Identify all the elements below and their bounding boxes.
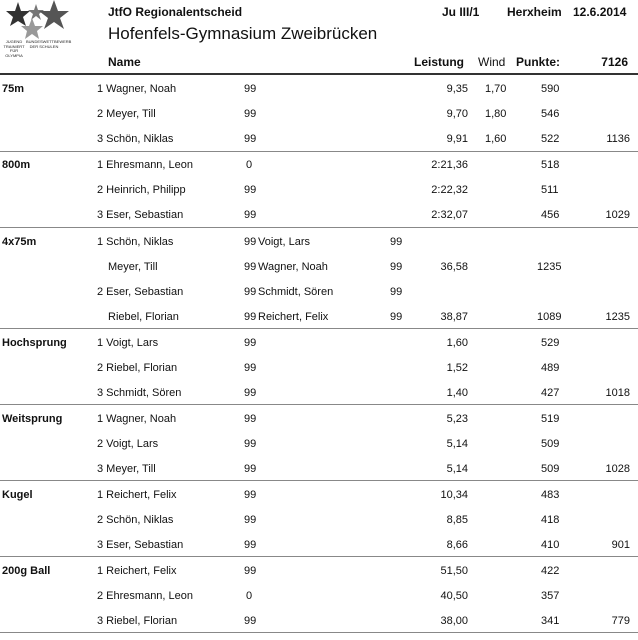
birth-year: 99 [244,438,257,450]
performance: 8,85 [446,514,468,526]
performance: 1,60 [446,337,468,349]
athlete-name: 3 Riebel, Florian [97,615,178,627]
event-label: Kugel [2,489,33,501]
points: 483 [541,489,560,501]
athlete-name: 1 Voigt, Lars [97,337,159,349]
venue: Herxheim [507,5,562,19]
points: 509 [541,438,560,450]
performance: 38,00 [440,615,468,627]
wind-value: 1,80 [485,108,507,120]
event-label: Weitsprung [2,413,63,425]
performance: 1,52 [446,362,468,374]
points: 489 [541,362,560,374]
event-total: 1029 [605,209,630,221]
partner-birth-year: 99 [390,311,403,323]
event-label: 800m [2,159,31,171]
birth-year: 99 [244,209,257,221]
event-separator [0,632,638,633]
relay-partner: Wagner, Noah [258,261,328,273]
birth-year: 99 [244,311,257,323]
points: 422 [541,565,560,577]
relay-partner: Schmidt, Sören [258,286,334,298]
logo-text-left: JUGEND TRAINIERT FÜR OLYMPIA [3,39,25,58]
column-header-punkte: Punkte: [516,55,561,69]
event-separator [0,404,638,405]
school-name: Hofenfels-Gymnasium Zweibrücken [108,24,378,43]
athlete-name: Meyer, Till [108,261,158,273]
performance: 38,87 [440,311,468,323]
performance: 5,14 [446,463,468,475]
points: 456 [541,209,560,221]
performance: 1,40 [446,387,468,399]
performance: 10,34 [440,489,468,501]
birth-year: 99 [244,413,257,425]
event-title: JtfO Regionalentscheid [108,5,243,19]
points: 357 [541,590,560,602]
athlete-name: 1 Wagner, Noah [97,413,177,425]
birth-year: 0 [246,590,253,602]
points: 522 [541,133,560,145]
athlete-name: 3 Schmidt, Sören [97,387,182,399]
performance: 51,50 [440,565,468,577]
birth-year: 99 [244,514,257,526]
performance: 5,14 [446,438,468,450]
birth-year: 99 [244,261,257,273]
partner-birth-year: 99 [390,236,403,248]
points: 1089 [537,311,562,323]
birth-year: 99 [244,463,257,475]
event-total: 1018 [605,387,630,399]
column-header-leistung: Leistung [414,55,464,69]
performance: 8,66 [446,539,468,551]
birth-year: 99 [244,83,257,95]
event-total: 1028 [605,463,630,475]
partner-birth-year: 99 [390,286,403,298]
column-header-wind: Wind [478,55,506,69]
athlete-name: 3 Schön, Niklas [97,133,174,145]
athlete-name: 2 Meyer, Till [97,108,156,120]
event-separator [0,480,638,481]
event-label: 4x75m [2,236,37,248]
points: 427 [541,387,560,399]
event-date: 12.6.2014 [573,5,627,19]
points: 529 [541,337,560,349]
athlete-name: 1 Ehresmann, Leon [97,159,194,171]
points: 509 [541,463,560,475]
athlete-name: 2 Heinrich, Philipp [97,184,186,196]
athlete-name: 1 Reichert, Felix [97,565,177,577]
birth-year: 99 [244,108,257,120]
event-total: 1235 [605,311,630,323]
athlete-name: 2 Riebel, Florian [97,362,178,374]
jtfo-logo [0,0,78,64]
points: 341 [541,615,560,627]
points: 410 [541,539,560,551]
birth-year: 99 [244,236,257,248]
birth-year: 99 [244,387,257,399]
event-separator [0,328,638,329]
event-label: 75m [2,83,25,95]
athlete-name: 2 Eser, Sebastian [97,286,184,298]
logo-text-right: BUNDESWETTBEWERB DER SCHULEN [26,39,72,49]
event-total: 1136 [606,133,630,145]
performance: 2:32,07 [431,209,468,221]
performance: 36,58 [440,261,468,273]
event-separator [0,227,638,228]
athlete-name: 2 Ehresmann, Leon [97,590,194,602]
birth-year: 99 [244,184,257,196]
athlete-name: 1 Wagner, Noah [97,83,177,95]
team-total-score: 7126 [601,55,628,69]
athlete-name: 2 Voigt, Lars [97,438,159,450]
partner-birth-year: 99 [390,261,403,273]
athlete-name: 1 Schön, Niklas [97,236,174,248]
athlete-name: 3 Eser, Sebastian [97,209,184,221]
birth-year: 99 [244,337,257,349]
event-total: 901 [611,539,630,551]
points: 511 [541,184,559,196]
athlete-name: Riebel, Florian [108,311,179,323]
performance: 2:21,36 [431,159,468,171]
stars-icon [4,0,74,40]
birth-year: 99 [244,539,257,551]
birth-year: 99 [244,362,257,374]
points: 546 [541,108,560,120]
points: 519 [541,413,560,425]
birth-year: 99 [244,286,257,298]
birth-year: 99 [244,615,257,627]
birth-year: 99 [244,489,257,501]
birth-year: 0 [246,159,253,171]
column-header-name: Name [108,55,141,69]
wind-value: 1,60 [485,133,507,145]
event-separator [0,556,638,557]
performance: 40,50 [440,590,468,602]
birth-year: 99 [244,565,257,577]
wind-value: 1,70 [485,83,507,95]
performance: 9,35 [446,83,468,95]
age-class: Ju III/1 [442,5,480,19]
athlete-name: 2 Schön, Niklas [97,514,174,526]
athlete-name: 3 Meyer, Till [97,463,156,475]
event-label: 200g Ball [2,565,51,577]
performance: 9,91 [446,133,468,145]
points: 418 [541,514,560,526]
points: 1235 [537,261,562,273]
performance: 2:22,32 [431,184,468,196]
event-total: 779 [611,615,630,627]
relay-partner: Voigt, Lars [258,236,310,248]
relay-partner: Reichert, Felix [258,311,329,323]
athlete-name: 3 Eser, Sebastian [97,539,184,551]
event-separator [0,151,638,152]
points: 590 [541,83,560,95]
event-label: Hochsprung [2,337,67,349]
performance: 5,23 [446,413,468,425]
header-rule [0,73,638,75]
performance: 9,70 [446,108,468,120]
birth-year: 99 [244,133,257,145]
points: 518 [541,159,560,171]
athlete-name: 1 Reichert, Felix [97,489,177,501]
